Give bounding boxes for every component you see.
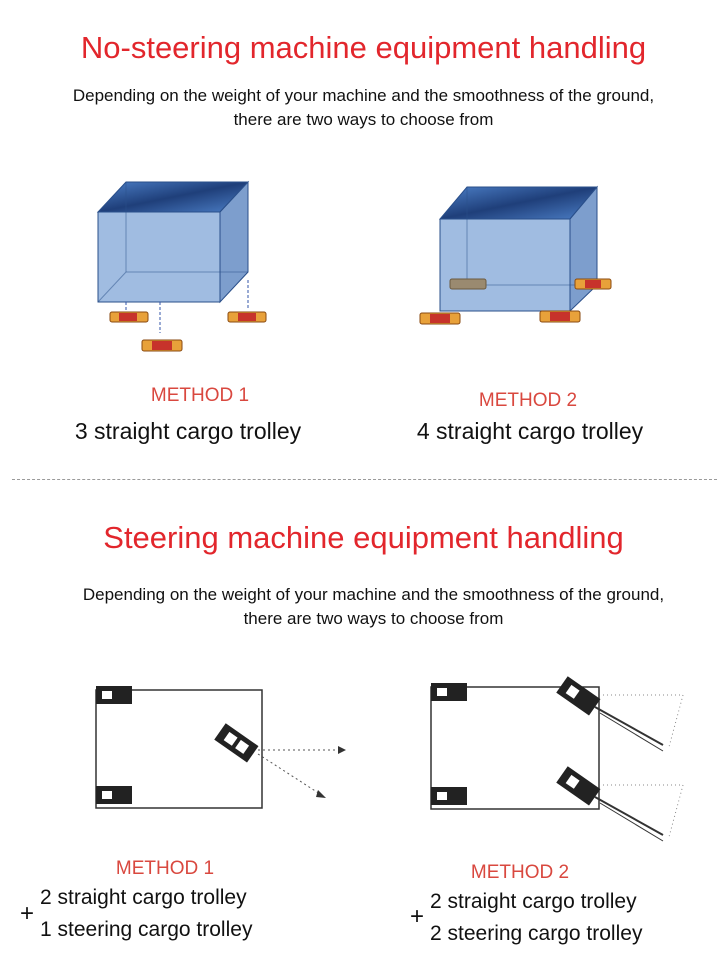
trolley-icon [575,279,611,289]
section1-subtitle-line2: there are two ways to choose from [233,110,494,129]
section2-subtitle [10,583,727,631]
steering-trolley-icon [556,676,600,715]
trolley-icon [228,312,266,322]
section1-title: No-steering machine equipment handling [80,30,647,65]
steering-trolley-icon [214,723,258,762]
section1-method1-label: METHOD 1 [150,385,250,406]
straight-trolley-icon [431,683,467,701]
method1-steering-diagram [88,682,358,817]
trolley-icon [540,311,580,322]
section2-method2-lines [430,886,642,950]
section2-method2-label: METHOD 2 [470,862,570,883]
trolley-icon [420,313,460,324]
method2-box-illustration [415,175,625,345]
section2-method1-label: METHOD 1 [115,858,215,879]
section2-method1-lines [40,882,252,946]
section2-subtitle-line2: there are two ways to choose from [243,609,504,628]
tow-bar [600,713,663,751]
steering-trolley-icon [556,766,600,805]
straight-trolley-icon [431,787,467,805]
trolley-icon [142,340,182,351]
section1-method1-desc: 3 straight cargo trolley [74,418,302,444]
section-divider [12,479,717,480]
section1-subtitle [0,84,727,132]
straight-trolley-icon [96,686,132,704]
section1-method2-label: METHOD 2 [478,390,578,411]
tow-bar [595,707,663,745]
straight-trolley-icon [96,786,132,804]
section2-method2-line1: 2 straight cargo trolley [430,890,637,913]
section2-subtitle-line1: Depending on the weight of your machine and the smoothness of the ground, [82,585,665,604]
direction-line [258,754,320,794]
section1-subtitle-line1: Depending on the weight of your machine and the smoothness of the ground, [72,86,655,105]
section2-title: Steering machine equipment handling [103,520,624,555]
section2-method1-plus: + [20,900,35,927]
section2-method1-line1: 2 straight cargo trolley [40,886,247,909]
section2-method2-line2: 2 steering cargo trolley [430,922,643,945]
method1-box-illustration [90,170,290,370]
box-front [98,212,220,302]
section1-method2-desc: 4 straight cargo trolley [416,418,644,444]
arrow-head-icon [338,746,346,754]
method2-steering-diagram [425,675,695,855]
trolley-icon [110,312,148,322]
arrow-head-icon [316,790,326,798]
trolley-icon [450,279,486,289]
section2-method2-plus: + [410,903,425,930]
section2-method1-line2: 1 steering cargo trolley [40,918,253,941]
tow-bar [595,797,663,835]
tow-bar [600,803,663,841]
box-front [440,219,570,311]
